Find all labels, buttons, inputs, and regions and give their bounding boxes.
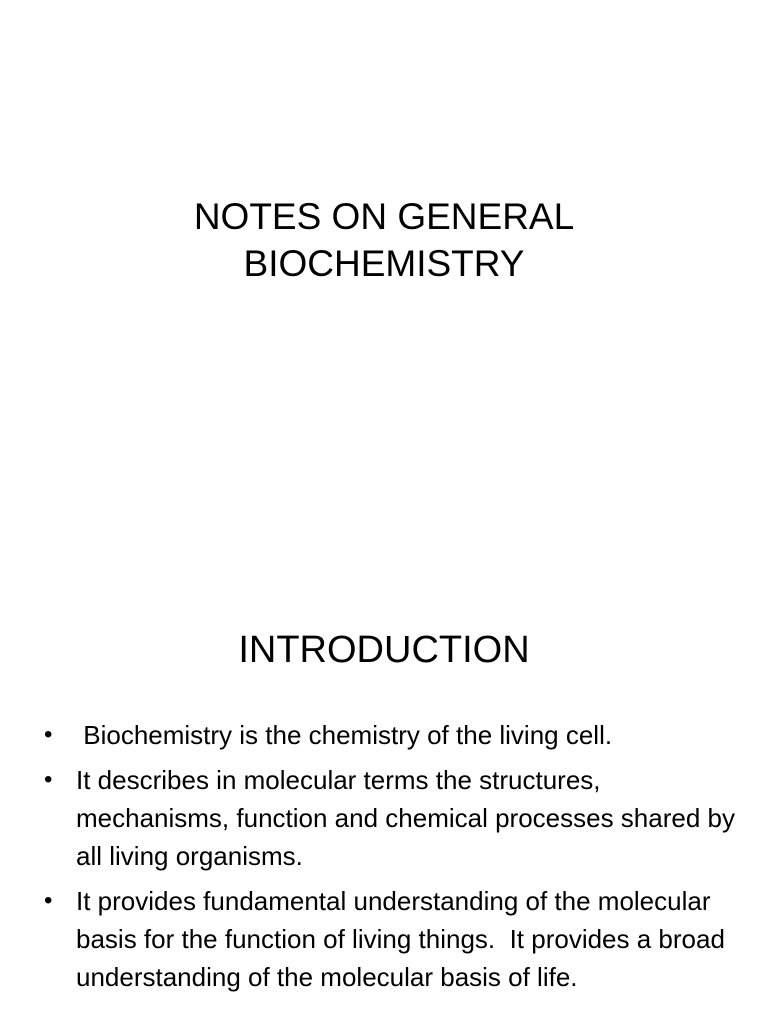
section-heading: INTRODUCTION (238, 629, 530, 671)
bullet-text: Biochemistry is the chemistry of the living cell. (76, 720, 613, 750)
document-title-line-2: BIOCHEMISTRY (243, 243, 525, 284)
bullet-item (0, 716, 740, 754)
bullet-icon: • (44, 887, 53, 914)
bullet-item (0, 882, 740, 996)
bullet-text: It provides fundamental understanding of the molecular basis for the function of living things. It provides a broad understanding of the molecular basis of life. (76, 886, 733, 992)
bullet-text: It describes in molecular terms the structures, mechanisms, function and chemical processes shared by all living organisms. (76, 765, 735, 871)
bullet-item (0, 761, 740, 875)
bullet-icon: • (44, 721, 53, 748)
document-title-line-1: NOTES ON GENERAL (193, 196, 575, 237)
bullet-icon: • (44, 766, 53, 793)
document-title (0, 193, 768, 287)
bullet-list (0, 716, 740, 1003)
